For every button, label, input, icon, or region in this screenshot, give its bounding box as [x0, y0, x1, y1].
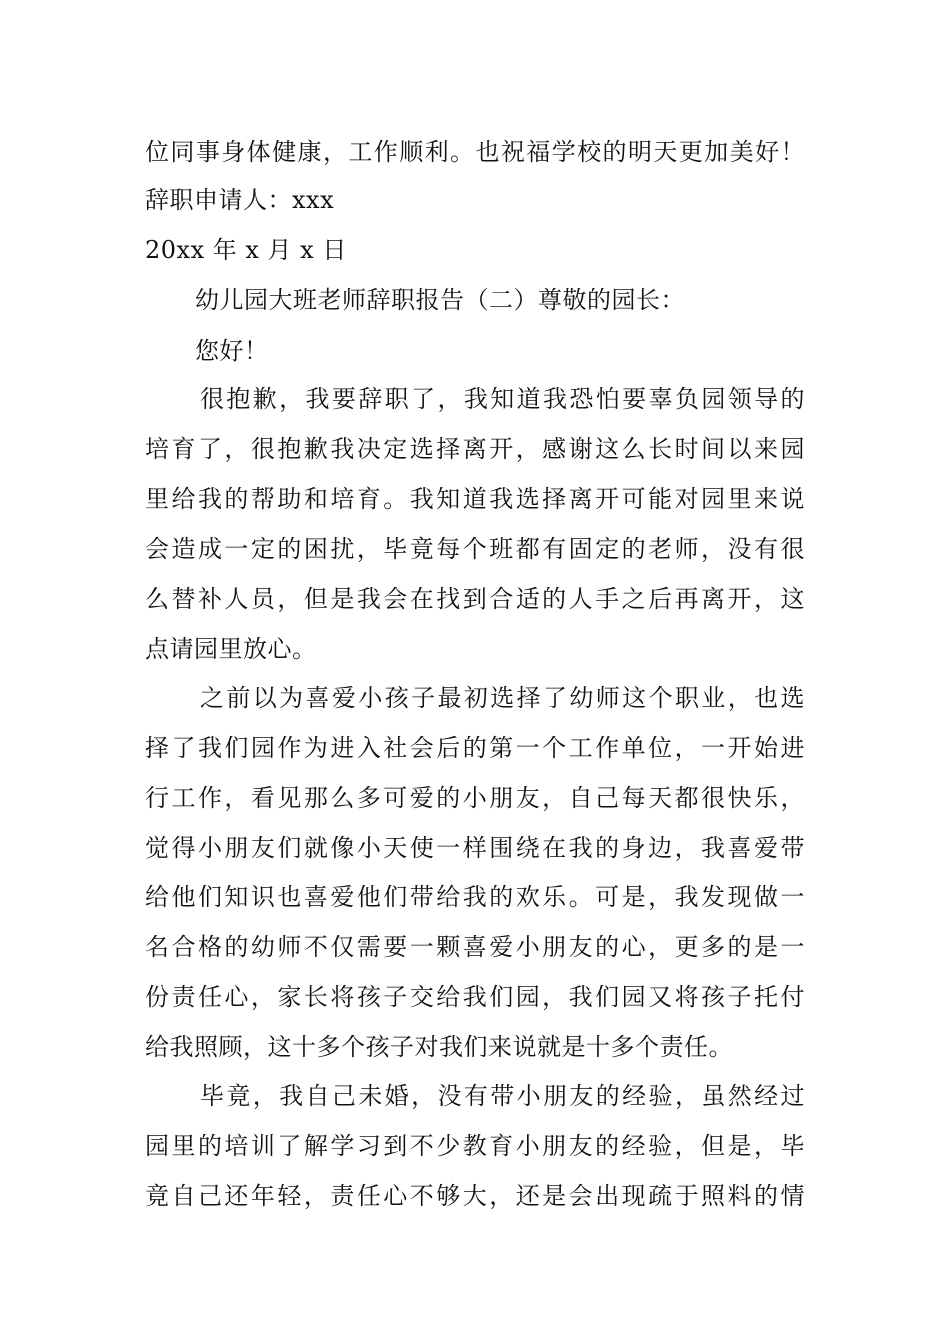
paragraph-line: 给我照顾，这十多个孩子对我们来说就是十多个责任。 [145, 1033, 733, 1061]
date-line: 20xx 年 x 月 x 日 [145, 236, 347, 264]
paragraph-line: 名合格的幼师不仅需要一颗喜爱小朋友的心，更多的是一 [145, 933, 805, 961]
paragraph-line: 份责任心，家长将孩子交给我们园，我们园又将孩子托付 [145, 983, 805, 1011]
paragraph-line: 很抱歉，我要辞职了，我知道我恐怕要辜负园领导的 [200, 385, 805, 413]
greeting-line: 您好！ [195, 337, 269, 365]
closing-wish-line: 位同事身体健康，工作顺利。也祝福学校的明天更加美好！ [145, 138, 805, 166]
paragraph-line: 择了我们园作为进入社会后的第一个工作单位，一开始进 [145, 734, 805, 762]
paragraph-line: 会造成一定的困扰，毕竟每个班都有固定的老师，没有很 [145, 535, 805, 563]
paragraph-line: 里给我的帮助和培育。我知道我选择离开可能对园里来说 [145, 485, 805, 513]
paragraph-line: 给他们知识也喜爱他们带给我的欢乐。可是，我发现做一 [145, 883, 805, 911]
paragraph-line: 之前以为喜爱小孩子最初选择了幼师这个职业，也选 [200, 684, 805, 712]
report-title-line: 幼儿园大班老师辞职报告（二）尊敬的园长： [195, 286, 685, 314]
paragraph-line: 毕竟，我自己未婚，没有带小朋友的经验，虽然经过 [200, 1082, 805, 1110]
paragraph-line: 觉得小朋友们就像小天使一样围绕在我的身边，我喜爱带 [145, 834, 805, 862]
paragraph-line: 么替补人员，但是我会在找到合适的人手之后再离开，这 [145, 585, 805, 613]
paragraph-line: 竟自己还年轻，责任心不够大，还是会出现疏于照料的情 [145, 1182, 805, 1210]
paragraph-line: 行工作，看见那么多可爱的小朋友，自己每天都很快乐， [145, 784, 805, 812]
paragraph-line: 培育了，很抱歉我决定选择离开，感谢这么长时间以来园 [145, 435, 805, 463]
paragraph-line: 点请园里放心。 [145, 635, 317, 663]
paragraph-line: 园里的培训了解学习到不少教育小朋友的经验，但是，毕 [145, 1132, 805, 1160]
applicant-line: 辞职申请人：xxx [145, 186, 335, 214]
